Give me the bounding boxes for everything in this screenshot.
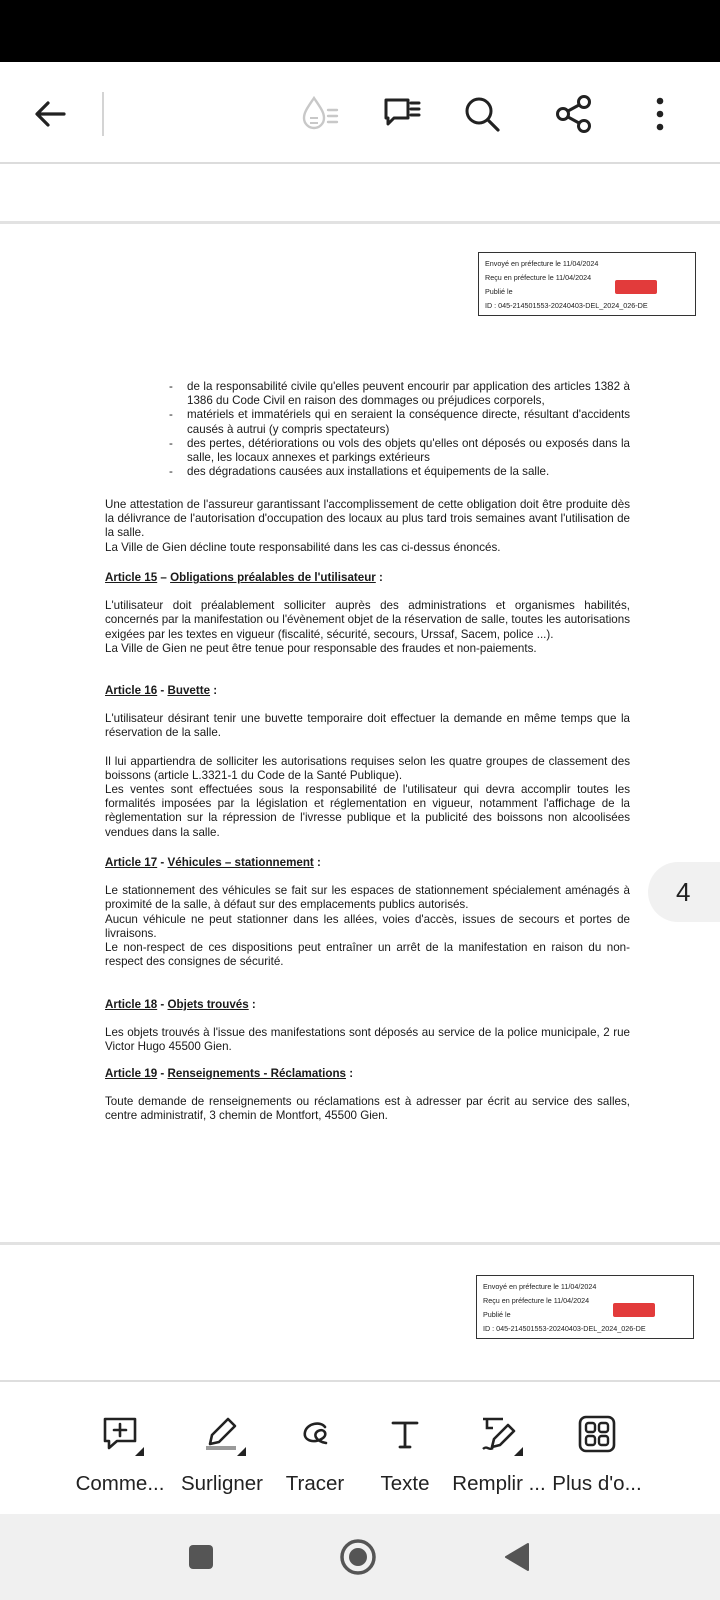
stamp-sent-line: Envoyé en préfecture le 11/04/2024 bbox=[483, 1282, 597, 1291]
paragraph: Les ventes sont effectuées sous la responsabilité de l'utilisateur qui devra accomplir toutes les formalités imposées par la législation et réglementation en vigueur, notamment l'affichage de la règlementation sur la répression de l'ivresse publique et la publicité des boissons non alcoolisées vendues dans la salle. bbox=[105, 783, 630, 839]
share-icon[interactable] bbox=[548, 88, 600, 140]
paragraph: La Ville de Gien ne peut être tenue pour responsable des fraudes et non-paiements. bbox=[105, 641, 537, 655]
tool-label: Remplir ... bbox=[452, 1472, 546, 1495]
paragraph: La Ville de Gien décline toute responsabilité dans les cas ci-dessus énoncés. bbox=[105, 540, 501, 554]
paragraph: Les objets trouvés à l'issue des manifestations sont déposés au service de la police municipale, 2 rue Victor Hugo 45500 Gien. bbox=[105, 1026, 630, 1054]
stamp-published-line: Publié le bbox=[485, 287, 513, 296]
toolbar-divider bbox=[102, 92, 104, 136]
paragraph: Le non-respect de ces dispositions peut entraîner un arrêt de la manifestation en raison du non-respect des consignes de sécurité. bbox=[105, 941, 630, 969]
highlighter-icon bbox=[198, 1410, 246, 1458]
liquid-mode-icon[interactable] bbox=[294, 88, 346, 140]
prefecture-stamp bbox=[478, 252, 696, 316]
bottom-tools-bar bbox=[0, 1380, 720, 1514]
stamp-sent-line: Envoyé en préfecture le 11/04/2024 bbox=[485, 259, 599, 268]
bullet-item: - de la responsabilité civile qu'elles peuvent encourir par application des articles 1382 à 1386 du Code Civil en raison des dommages ou préjudices corporels, bbox=[105, 380, 630, 408]
home-circle-icon[interactable] bbox=[333, 1532, 383, 1582]
tool-label: Texte bbox=[380, 1472, 430, 1495]
article-heading: Article 19 - Renseignements - Réclamations : bbox=[105, 1067, 354, 1080]
more-tools-grid-icon bbox=[573, 1410, 621, 1458]
article-heading: Article 16 - Buvette : bbox=[105, 684, 218, 697]
tool-comment[interactable] bbox=[70, 1382, 170, 1516]
back-triangle-icon[interactable] bbox=[492, 1532, 542, 1582]
paragraph: Le stationnement des véhicules se fait sur les espaces de stationnement spécialement aménagés à proximité de la salle, à défaut sur des emplacements publics autorisés. bbox=[105, 884, 630, 912]
article-17 bbox=[105, 856, 630, 969]
paragraph: L'utilisateur doit préalablement solliciter auprès des administrations et organismes habilités, concernés par la manifestation ou l'évènement objet de la réservation de salle, toutes les autorisations exigées par les textes en vigueur (fiscalité, sécurité, secours, Urssaf, Sacem, police ...). bbox=[105, 599, 630, 641]
tool-label: Surligner bbox=[180, 1472, 264, 1495]
page-number-indicator[interactable]: 4 bbox=[648, 862, 720, 922]
article-heading: Article 18 - Objets trouvés : bbox=[105, 998, 256, 1011]
article-15 bbox=[105, 571, 630, 656]
stamp-published-line: Publié le bbox=[483, 1310, 511, 1319]
draw-icon bbox=[291, 1410, 339, 1458]
article-16 bbox=[105, 684, 630, 840]
top-toolbar bbox=[0, 62, 720, 164]
bullet-item: - matériels et immatériels qui en seraient la conséquence directe, résultant d'accidents causés à autrui (y compris spectateurs) bbox=[105, 408, 630, 436]
paragraph: Toute demande de renseignements ou réclamations est à adresser par écrit au service des salles, centre administratif, 3 chemin de Montfort, 45500 Gien. bbox=[105, 1095, 630, 1123]
next-document-page bbox=[0, 1248, 720, 1380]
paragraph: L'utilisateur désirant tenir une buvette temporaire doit effectuer la demande en même temps que la réservation de la salle. bbox=[105, 712, 630, 740]
paragraph: Aucun véhicule ne peut stationner dans les allées, voies d'accès, issues de secours et portes de livraisons. bbox=[105, 912, 630, 940]
stamp-id-line: ID : 045-214501553-20240403-DEL_2024_026-DE bbox=[485, 301, 648, 310]
stamp-received-line: Reçu en préfecture le 11/04/2024 bbox=[483, 1296, 590, 1305]
bullet-item: - des dégradations causées aux installations et équipements de la salle. bbox=[105, 465, 630, 479]
bullet-item: - des pertes, détériorations ou vols des objets qu'elles ont déposés ou exposés dans la salle, les locaux annexes et parkings extérieurs bbox=[105, 437, 630, 465]
stamp-logo bbox=[615, 280, 657, 294]
tool-draw[interactable] bbox=[270, 1382, 360, 1516]
text-icon bbox=[381, 1410, 429, 1458]
status-bar bbox=[0, 0, 720, 62]
back-arrow-icon[interactable] bbox=[24, 88, 76, 140]
paragraph: Il lui appartiendra de solliciter les autorisations requises selon les quatre groupes de classement des boissons (article L.3321-1 du Code de la Santé Publique). bbox=[105, 754, 630, 782]
more-options-icon[interactable] bbox=[634, 88, 686, 140]
paragraph: Une attestation de l'assureur garantissant l'accomplissement de cette obligation doit être produite dès la délivrance de l'autorisation d'occupation des locaux au plus tard trois semaines avant l'utilisation de la salle. bbox=[105, 498, 630, 540]
stamp-logo bbox=[613, 1303, 655, 1317]
previous-page-bottom bbox=[0, 166, 720, 224]
tool-text[interactable] bbox=[360, 1382, 450, 1516]
tool-fill-sign[interactable] bbox=[446, 1382, 552, 1516]
tool-highlight[interactable] bbox=[172, 1382, 272, 1516]
add-comment-icon bbox=[96, 1410, 144, 1458]
tool-label: Plus d'o... bbox=[552, 1472, 642, 1495]
stamp-id-line: ID : 045-214501553-20240403-DEL_2024_026-DE bbox=[483, 1324, 646, 1333]
tool-label: Tracer bbox=[285, 1472, 345, 1495]
article-heading: Article 15 – Obligations préalables de l'utilisateur : bbox=[105, 571, 383, 584]
attestation-paragraph bbox=[105, 498, 630, 555]
comments-list-icon[interactable] bbox=[376, 88, 428, 140]
article-19 bbox=[105, 1067, 630, 1124]
fill-sign-icon bbox=[475, 1410, 523, 1458]
document-page bbox=[0, 227, 720, 1245]
system-navigation-bar bbox=[0, 1514, 720, 1600]
article-18 bbox=[105, 998, 630, 1055]
tool-label: Comme... bbox=[75, 1472, 165, 1495]
recents-square-icon[interactable] bbox=[176, 1532, 226, 1582]
article-heading: Article 17 - Véhicules – stationnement : bbox=[105, 856, 321, 869]
prefecture-stamp bbox=[476, 1275, 694, 1339]
search-icon[interactable] bbox=[456, 88, 508, 140]
insurance-bullets bbox=[105, 380, 630, 479]
tool-more[interactable] bbox=[546, 1382, 648, 1516]
stamp-received-line: Reçu en préfecture le 11/04/2024 bbox=[485, 273, 592, 282]
